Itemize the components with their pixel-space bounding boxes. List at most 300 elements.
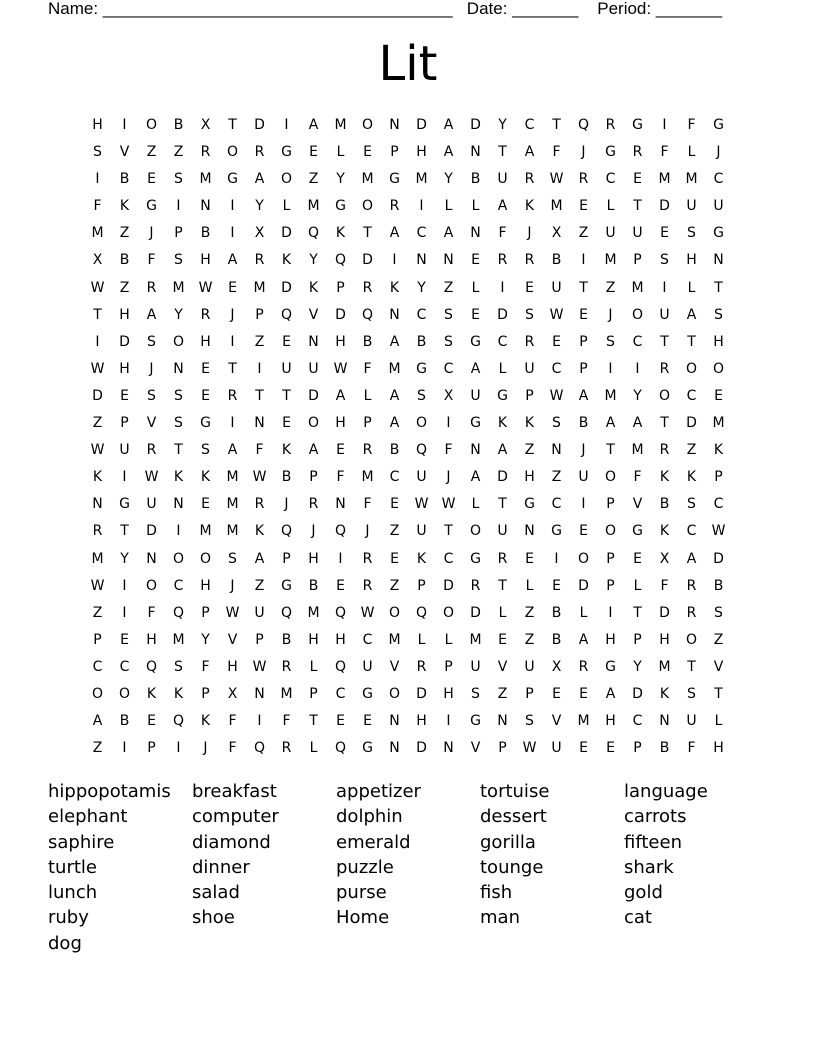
grid-letter: I (122, 740, 127, 757)
grid-letter: P (174, 225, 183, 242)
grid-letter: U (416, 523, 427, 540)
grid-letter: W (252, 469, 267, 486)
grid-letter: Y (417, 279, 426, 296)
grid-letter: I (176, 740, 181, 757)
grid-letter: M (307, 604, 320, 621)
word-bank-item: lunch (48, 882, 98, 904)
grid-letter: H (308, 550, 319, 567)
grid-letter: G (605, 144, 616, 161)
word-bank (48, 780, 768, 957)
grid-letter: J (581, 144, 586, 161)
grid-letter: E (606, 740, 615, 757)
grid-letter: W (252, 658, 267, 675)
grid-letter: H (416, 144, 427, 161)
grid-letter: Y (336, 171, 345, 188)
grid-letter: A (470, 469, 481, 486)
grid-letter: L (309, 740, 318, 757)
grid-letter: R (254, 496, 265, 513)
grid-letter: A (524, 144, 535, 161)
grid-letter: O (199, 550, 212, 567)
grid-letter: E (579, 198, 588, 215)
grid-letter: K (254, 523, 265, 540)
grid-letter: A (497, 442, 508, 459)
grid-letter: P (579, 333, 588, 350)
grid-letter: J (581, 442, 586, 459)
grid-letter: H (200, 252, 211, 269)
grid-letter: V (497, 658, 508, 675)
grid-letter: P (606, 496, 615, 513)
grid-letter: K (335, 225, 346, 242)
word-bank-item: hippopotamis (48, 781, 171, 802)
word-bank-item: carrots (624, 806, 687, 828)
grid-letter: M (226, 496, 239, 513)
grid-letter: G (632, 523, 643, 540)
grid-letter: E (120, 631, 129, 648)
grid-letter: E (633, 171, 642, 188)
grid-letter: Q (307, 225, 320, 242)
grid-letter: E (336, 713, 345, 730)
grid-letter: A (686, 550, 697, 567)
grid-letter: D (632, 685, 643, 702)
grid-letter: U (281, 360, 292, 377)
grid-letter: E (579, 740, 588, 757)
grid-letter: N (335, 496, 346, 513)
grid-letter: M (631, 442, 644, 459)
grid-letter: T (498, 577, 507, 594)
grid-letter: Z (146, 144, 157, 161)
grid-letter: M (226, 469, 239, 486)
grid-letter: Z (389, 523, 400, 540)
grid-letter: O (604, 469, 617, 486)
grid-letter: D (281, 279, 292, 296)
grid-letter: R (659, 442, 670, 459)
grid-letter: H (416, 713, 427, 730)
grid-letter: N (200, 198, 211, 215)
grid-letter: N (389, 713, 400, 730)
grid-letter: D (470, 604, 481, 621)
grid-letter: A (443, 117, 454, 133)
grid-letter: R (362, 577, 373, 594)
grid-letter: P (201, 604, 210, 621)
grid-letter: F (552, 144, 561, 161)
grid-letter: T (228, 117, 237, 133)
grid-letter: D (281, 225, 292, 242)
grid-letter: Y (444, 171, 453, 188)
grid-letter: E (309, 144, 318, 161)
grid-letter: F (660, 577, 669, 594)
grid-letter: H (119, 306, 130, 323)
grid-letter: O (604, 523, 617, 540)
grid-letter: I (338, 550, 343, 567)
grid-letter: T (363, 225, 372, 242)
grid-letter: A (443, 225, 454, 242)
grid-letter: N (416, 252, 427, 269)
word-bank-item: language (624, 781, 708, 802)
grid-letter: L (498, 604, 507, 621)
grid-letter: E (336, 442, 345, 459)
grid-letter: B (713, 577, 724, 594)
grid-letter: E (471, 252, 480, 269)
grid-letter: D (335, 306, 346, 323)
grid-letter: L (471, 279, 480, 296)
grid-letter: T (498, 144, 507, 161)
grid-letter: I (608, 604, 613, 621)
grid-letter: V (227, 631, 238, 648)
grid-letter: E (201, 387, 210, 404)
grid-letter: K (281, 442, 292, 459)
grid-letter: Q (280, 306, 293, 323)
word-bank-item: gorilla (480, 831, 536, 853)
grid-letter: R (281, 740, 292, 757)
grid-letter: N (389, 306, 400, 323)
grid-letter: S (606, 333, 615, 350)
grid-letter: Z (92, 604, 103, 621)
word-bank-item: emerald (336, 831, 411, 853)
grid-letter: E (336, 577, 345, 594)
grid-letter: X (227, 685, 238, 702)
grid-letter: F (255, 442, 264, 459)
word-bank-item: dolphin (336, 806, 403, 828)
grid-letter: J (284, 496, 289, 513)
grid-letter: N (551, 442, 562, 459)
grid-letter: M (199, 523, 212, 540)
grid-letter: R (632, 144, 643, 161)
grid-letter: M (577, 713, 590, 730)
grid-letter: O (145, 117, 158, 133)
grid-letter: I (284, 117, 289, 133)
grid-letter: M (91, 550, 104, 567)
grid-letter: W (90, 577, 105, 594)
grid-letter: S (525, 306, 534, 323)
grid-letter: M (199, 171, 212, 188)
grid-letter: O (172, 333, 185, 350)
grid-letter: E (390, 496, 399, 513)
grid-letter: B (551, 631, 562, 648)
grid-letter: Y (255, 198, 264, 215)
grid-letter: Z (524, 604, 535, 621)
grid-letter: U (659, 306, 670, 323)
grid-letter: R (254, 252, 265, 269)
grid-letter: B (119, 252, 130, 269)
grid-letter: R (497, 252, 508, 269)
word-bank-item: appetizer (336, 781, 421, 802)
grid-letter: I (392, 252, 397, 269)
grid-letter: Y (174, 306, 183, 323)
grid-letter: W (549, 387, 564, 404)
grid-letter: G (146, 198, 157, 215)
grid-letter: C (605, 171, 616, 188)
grid-letter: G (389, 171, 400, 188)
grid-letter: E (282, 333, 291, 350)
grid-letter: H (443, 685, 454, 702)
grid-letter: Y (309, 252, 318, 269)
grid-letter: T (687, 658, 696, 675)
grid-letter: I (554, 550, 559, 567)
grid-letter: V (389, 658, 400, 675)
grid-letter: G (200, 415, 211, 432)
grid-letter: R (578, 171, 589, 188)
grid-letter: H (92, 117, 103, 133)
grid-letter: I (122, 604, 127, 621)
grid-letter: I (581, 252, 586, 269)
grid-letter: M (550, 198, 563, 215)
grid-letter: L (714, 713, 723, 730)
grid-letter: A (578, 387, 589, 404)
grid-letter: L (687, 144, 696, 161)
grid-letter: U (524, 360, 535, 377)
grid-letter: H (200, 333, 211, 350)
grid-letter: I (257, 713, 262, 730)
grid-letter: K (308, 279, 319, 296)
grid-letter: I (230, 415, 235, 432)
word-bank-item: Home (336, 907, 390, 929)
grid-letter: S (417, 387, 426, 404)
grid-letter: O (658, 387, 671, 404)
grid-letter: R (524, 171, 535, 188)
grid-letter: I (230, 225, 235, 242)
grid-letter: N (497, 713, 508, 730)
grid-letter: F (660, 144, 669, 161)
grid-letter: S (552, 415, 561, 432)
grid-letter: Z (605, 279, 616, 296)
grid-letter: E (363, 144, 372, 161)
grid-letter: A (227, 442, 238, 459)
grid-letter: Z (92, 740, 103, 757)
grid-letter: B (281, 631, 292, 648)
grid-letter: P (714, 469, 723, 486)
grid-letter: F (228, 740, 237, 757)
grid-letter: U (308, 360, 319, 377)
grid-letter: Q (334, 252, 347, 269)
grid-letter: L (471, 198, 480, 215)
grid-letter: C (713, 496, 724, 513)
grid-letter: N (254, 415, 265, 432)
grid-letter: R (686, 604, 697, 621)
grid-letter: A (227, 252, 238, 269)
grid-letter: B (389, 442, 400, 459)
grid-letter: L (471, 496, 480, 513)
grid-letter: G (632, 117, 643, 133)
grid-letter: Y (633, 658, 642, 675)
grid-letter: R (200, 144, 211, 161)
grid-letter: G (119, 496, 130, 513)
grid-letter: T (498, 496, 507, 513)
grid-letter: T (444, 523, 453, 540)
grid-letter: P (417, 577, 426, 594)
word-bank-item: salad (192, 882, 240, 904)
grid-letter: P (201, 685, 210, 702)
grid-letter: R (659, 360, 670, 377)
grid-letter: U (254, 604, 265, 621)
grid-letter: L (336, 144, 345, 161)
grid-letter: E (201, 360, 210, 377)
grid-letter: M (280, 685, 293, 702)
grid-letter: L (444, 198, 453, 215)
grid-letter: G (713, 225, 724, 242)
grid-letter: E (471, 306, 480, 323)
word-bank-item: purse (336, 882, 387, 904)
grid-letter: U (524, 658, 535, 675)
grid-letter: M (631, 279, 644, 296)
grid-letter: S (174, 171, 183, 188)
grid-letter: G (497, 387, 508, 404)
grid-letter: C (362, 631, 373, 648)
grid-letter: I (95, 333, 100, 350)
grid-letter: F (687, 117, 696, 133)
grid-letter: B (200, 225, 211, 242)
date-field-label: Date: _______ (466, 0, 579, 18)
grid-letter: N (443, 740, 454, 757)
grid-letter: L (417, 631, 426, 648)
grid-letter: R (362, 550, 373, 567)
grid-letter: F (633, 469, 642, 486)
grid-letter: A (146, 306, 157, 323)
grid-letter: D (659, 604, 670, 621)
grid-letter: S (174, 387, 183, 404)
grid-letter: B (362, 333, 373, 350)
grid-letter: M (712, 415, 725, 432)
grid-letter: P (579, 360, 588, 377)
grid-letter: W (549, 306, 564, 323)
grid-letter: C (92, 658, 103, 675)
grid-letter: P (633, 740, 642, 757)
grid-letter: C (497, 333, 508, 350)
word-bank-item: cat (624, 907, 652, 929)
grid-letter: Q (334, 740, 347, 757)
grid-letter: I (230, 198, 235, 215)
grid-letter: M (253, 279, 266, 296)
grid-letter: A (605, 415, 616, 432)
grid-letter: C (173, 577, 184, 594)
grid-letter: Z (173, 144, 184, 161)
grid-letter: Q (172, 713, 185, 730)
grid-letter: V (119, 144, 130, 161)
grid-letter: P (525, 685, 534, 702)
word-bank-item: dog (48, 932, 82, 954)
grid-letter: C (335, 685, 346, 702)
grid-letter: O (388, 604, 401, 621)
grid-letter: O (280, 171, 293, 188)
grid-letter: P (525, 387, 534, 404)
grid-letter: M (604, 387, 617, 404)
grid-letter: Z (713, 631, 724, 648)
grid-letter: P (444, 658, 453, 675)
grid-letter: W (414, 496, 429, 513)
grid-letter: N (173, 496, 184, 513)
grid-letter: B (659, 740, 670, 757)
grid-letter: W (441, 496, 456, 513)
grid-letter: R (362, 442, 373, 459)
grid-letter: P (633, 631, 642, 648)
grid-letter: U (416, 469, 427, 486)
grid-letter: Z (119, 279, 130, 296)
grid-letter: O (145, 577, 158, 594)
grid-letter: L (687, 279, 696, 296)
grid-letter: U (470, 658, 481, 675)
grid-letter: F (336, 469, 345, 486)
grid-letter: F (363, 496, 372, 513)
grid-letter: S (174, 415, 183, 432)
grid-letter: Q (415, 442, 428, 459)
grid-letter: R (92, 523, 103, 540)
grid-letter: H (686, 252, 697, 269)
grid-letter: K (173, 685, 184, 702)
grid-letter: Z (686, 442, 697, 459)
grid-letter: J (446, 469, 451, 486)
grid-letter: E (552, 685, 561, 702)
grid-letter: K (416, 550, 427, 567)
grid-letter: J (716, 144, 721, 161)
grid-letter: F (147, 604, 156, 621)
grid-letter: A (254, 171, 265, 188)
grid-letter: W (333, 360, 348, 377)
grid-letter: M (361, 469, 374, 486)
grid-letter: C (713, 171, 724, 188)
grid-letter: B (578, 415, 589, 432)
grid-letter: E (633, 550, 642, 567)
grid-letter: C (551, 496, 562, 513)
grid-letter: W (225, 604, 240, 621)
grid-letter: P (282, 550, 291, 567)
grid-letter: Y (201, 631, 210, 648)
grid-letter: G (470, 333, 481, 350)
grid-letter: Q (253, 740, 266, 757)
word-bank-item: computer (192, 806, 279, 828)
grid-letter: T (687, 333, 696, 350)
grid-letter: K (659, 523, 670, 540)
grid-letter: M (226, 523, 239, 540)
grid-letter: K (713, 442, 724, 459)
grid-letter: R (578, 658, 589, 675)
word-bank-item: tounge (480, 856, 544, 878)
word-bank-item: gold (624, 882, 663, 904)
grid-letter: V (470, 740, 481, 757)
grid-letter: G (470, 550, 481, 567)
grid-letter: B (416, 333, 427, 350)
grid-letter: Q (334, 523, 347, 540)
grid-letter: B (551, 604, 562, 621)
grid-letter: M (361, 171, 374, 188)
grid-letter: N (470, 144, 481, 161)
grid-letter: O (415, 415, 428, 432)
grid-letter: K (659, 469, 670, 486)
grid-letter: P (633, 252, 642, 269)
grid-letter: E (282, 415, 291, 432)
grid-letter: S (714, 306, 723, 323)
grid-letter: K (389, 279, 400, 296)
grid-letter: I (446, 713, 451, 730)
grid-letter: K (119, 198, 130, 215)
grid-letter: S (93, 144, 102, 161)
grid-letter: Q (280, 604, 293, 621)
grid-letter: J (311, 523, 316, 540)
grid-letter: F (147, 252, 156, 269)
grid-letter: H (335, 333, 346, 350)
grid-letter: R (524, 333, 535, 350)
grid-letter: O (685, 631, 698, 648)
grid-letter: E (552, 577, 561, 594)
grid-letter: I (446, 415, 451, 432)
grid-letter: T (714, 279, 723, 296)
grid-letter: B (281, 469, 292, 486)
grid-letter: B (470, 171, 481, 188)
grid-letter: S (471, 685, 480, 702)
grid-letter: T (255, 387, 264, 404)
grid-letter: E (147, 713, 156, 730)
grid-letter: X (443, 387, 454, 404)
grid-letter: I (581, 496, 586, 513)
grid-letter: C (632, 713, 643, 730)
